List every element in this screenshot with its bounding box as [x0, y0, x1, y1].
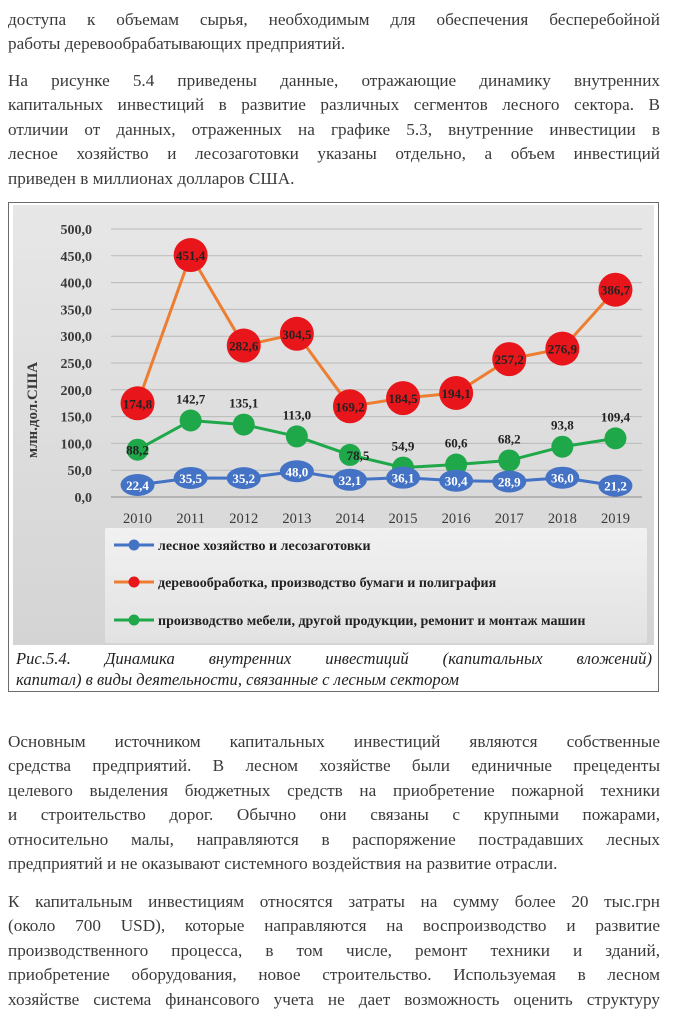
y-tick-label: 300,0	[60, 330, 92, 346]
woodworking-data-label: 257,2	[494, 352, 524, 368]
forestry-data-label: 35,5	[179, 470, 203, 486]
woodworking-data-label: 194,1	[441, 385, 471, 401]
furniture-point	[604, 427, 626, 449]
furniture-data-label: 135,1	[229, 395, 259, 411]
text-line: средства предприятий. В лесном хозяйстве были единичные прецеденты	[8, 756, 660, 776]
text-line: лесное хозяйство и лесозаготовки указаны отдельно, а объем инвестиций	[8, 144, 660, 164]
legend-marker	[129, 615, 140, 626]
furniture-data-label: 88,2	[126, 442, 149, 458]
woodworking-data-label: 304,5	[282, 326, 312, 342]
y-tick-label: 400,0	[60, 276, 92, 292]
x-tick-label: 2015	[388, 511, 418, 527]
forestry-data-label: 36,1	[391, 470, 415, 486]
text-line: целевого выделения бюджетных средств на приобретение пожарной техники	[8, 780, 660, 800]
furniture-data-label: 109,4	[600, 409, 631, 425]
legend-label: деревообработка, производство бумаги и полиграфия	[158, 576, 497, 591]
text-line: приобретение оборудования, новое строительство. Используемая в лесном	[8, 965, 660, 985]
forestry-data-label: 30,4	[444, 473, 468, 489]
x-tick-label: 2012	[229, 511, 259, 527]
text-line: (около 700 USD), которые направляются на воспроизводство и развитие	[8, 916, 660, 936]
woodworking-data-label: 282,6	[229, 338, 259, 354]
forestry-data-label: 32,1	[338, 472, 362, 488]
y-tick-label: 200,0	[60, 383, 92, 399]
paragraph-4	[8, 890, 660, 1012]
legend-marker	[129, 577, 140, 588]
x-tick-label: 2011	[176, 511, 205, 527]
y-tick-label: 50,0	[67, 464, 92, 480]
text-line: Основным источником капитальных инвестиций являются собственные	[8, 732, 660, 751]
text-line: К капитальным инвестициям относятся затраты на сумму более 20 тыс.грн	[8, 892, 660, 911]
x-tick-label: 2010	[123, 511, 153, 527]
y-tick-label: 350,0	[60, 303, 92, 319]
furniture-point	[180, 410, 202, 432]
legend-label: лесное хозяйство и лесозаготовки	[158, 539, 371, 554]
y-tick-label: 100,0	[60, 437, 92, 453]
figure-caption	[16, 648, 652, 690]
forestry-data-label: 48,0	[285, 464, 309, 480]
paragraph-1	[8, 8, 660, 57]
forestry-data-label: 22,4	[126, 477, 149, 493]
woodworking-data-label: 451,4	[176, 248, 206, 264]
furniture-point	[286, 425, 308, 447]
text-line: хозяйстве система финансового учета не дает возможность оценить структуру	[8, 989, 660, 1009]
furniture-data-label: 54,9	[391, 438, 415, 454]
furniture-data-label: 78,5	[346, 447, 370, 463]
furniture-data-label: 60,6	[444, 435, 468, 451]
legend-label: производство мебели, другой продукции, ремонит и монтаж машин	[158, 614, 586, 629]
furniture-data-label: 68,2	[497, 431, 521, 447]
text-line: доступа к объемам сырья, необходимым для обеспечения бесперебойной	[8, 10, 660, 29]
furniture-point	[551, 436, 573, 458]
forestry-data-label: 36,0	[550, 470, 574, 486]
forestry-data-label: 28,9	[497, 474, 521, 490]
y-axis-label: млн.дол.США	[25, 361, 41, 459]
furniture-point	[233, 414, 255, 436]
x-tick-label: 2016	[441, 511, 471, 527]
x-tick-label: 2014	[335, 511, 365, 527]
x-tick-label: 2013	[282, 511, 312, 527]
furniture-data-label: 93,8	[550, 417, 574, 433]
woodworking-data-label: 276,9	[547, 341, 577, 357]
investment-line-chart	[13, 205, 654, 645]
caption-line: капитал) в виды деятельности, связанные с лесным сектором	[16, 670, 459, 689]
y-tick-label: 0,0	[74, 491, 92, 506]
forestry-data-label: 21,2	[604, 478, 627, 494]
figure-frame	[8, 202, 659, 692]
x-tick-label: 2017	[494, 511, 524, 527]
text-line: и строительство дорог. Обычно они связаны с крупными пожарами,	[8, 805, 660, 825]
y-tick-label: 150,0	[60, 410, 92, 426]
woodworking-data-label: 174,8	[122, 396, 153, 412]
caption-line: Рис.5.4. Динамика внутренних инвестиций (капитальных вложений)	[16, 649, 652, 668]
legend-marker	[129, 540, 140, 551]
y-tick-label: 250,0	[60, 357, 92, 372]
text-line: производственного процесса, в том числе, ремонт техники и зданий,	[8, 940, 660, 960]
text-line: предприятий и не оказывают системного воздействия на развитие отрасли.	[8, 854, 558, 874]
text-line: капитальных инвестиций в развитие различных сегментов лесного сектора. В	[8, 95, 660, 115]
x-tick-label: 2019	[600, 511, 630, 527]
text-line: работы деревообрабатывающих предприятий.	[8, 34, 346, 54]
text-line: отличии от данных, отраженных на графике 5.3, внутренние инвестиции в	[8, 119, 660, 139]
woodworking-data-label: 169,2	[335, 399, 365, 415]
paragraph-3	[8, 730, 660, 876]
text-line: приведен в миллионах долларов США.	[8, 168, 295, 188]
forestry-data-label: 35,2	[232, 471, 256, 487]
y-tick-label: 500,0	[60, 223, 92, 238]
text-line: На рисунке 5.4 приведены данные, отражающие динамику внутренних	[8, 71, 660, 90]
text-line: относительно малы, направляются в распоряжение пострадавших лесных	[8, 829, 660, 849]
furniture-data-label: 142,7	[176, 391, 206, 407]
furniture-data-label: 113,0	[282, 407, 312, 423]
woodworking-data-label: 386,7	[600, 282, 631, 298]
y-tick-label: 450,0	[60, 249, 92, 265]
x-tick-label: 2018	[547, 511, 577, 527]
furniture-point	[498, 449, 520, 471]
woodworking-data-label: 184,5	[388, 391, 418, 407]
paragraph-2	[8, 69, 660, 191]
